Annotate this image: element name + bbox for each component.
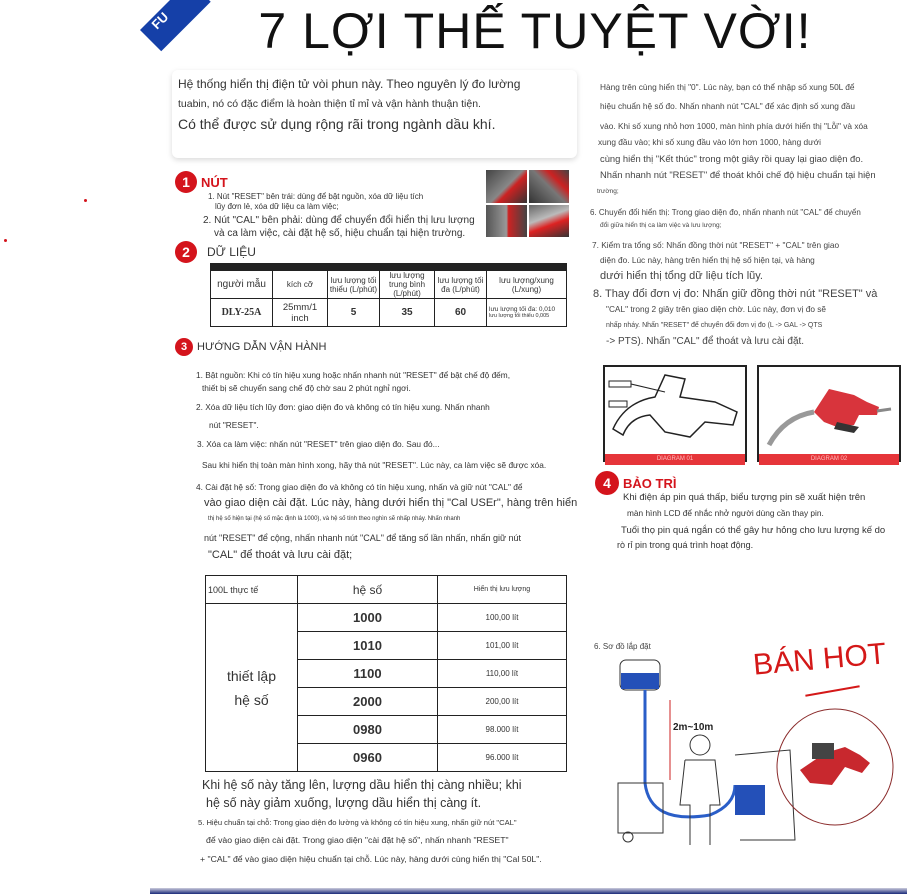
- header-cell: hệ số: [298, 576, 438, 604]
- section-title: BẢO TRÌ: [623, 475, 677, 491]
- intro-box: [172, 70, 577, 158]
- nozzle-line-drawing: [605, 367, 745, 449]
- text-line: để vào giao diện cài đặt. Trong giao diện "cài đặt hệ số", nhấn nhanh "RESET": [206, 835, 509, 845]
- text-line: + "CAL" để vào giao diện hiệu chuẩn tại chỗ. Lúc này, hàng dưới cùng hiển thị "Cal 50L".: [200, 854, 542, 864]
- section-number-badge: 4: [595, 471, 619, 495]
- cell: 60: [435, 299, 487, 327]
- intro-line: tuabin, nó có đặc điểm là hoàn thiện tỉ mỉ và vận hành thuận tiện.: [178, 98, 481, 110]
- section-data-heading: [175, 241, 256, 263]
- header-cell: lưu lượng/xung (L/xung): [487, 267, 567, 299]
- install-diagram-title: 6. Sơ đồ lắp đặt: [594, 642, 651, 651]
- text-line: 3. Xóa ca làm việc: nhấn nút "RESET" trên giao diện đo. Sau đó...: [197, 439, 440, 449]
- cell: 1100: [298, 660, 438, 688]
- section-title: HƯỚNG DẪN VẬN HÀNH: [197, 341, 327, 353]
- section-operation-heading: [175, 338, 326, 356]
- text-line: vào. Khi số xung nhỏ hơn 1000, màn hình phía dưới hiển thị "Lỗi" và xóa: [600, 121, 868, 131]
- text-line: 1. Bật nguồn: Khi có tín hiệu xung hoặc nhấn nhanh nút "RESET" để bật chế độ đếm,: [196, 370, 511, 380]
- text-line: và ca làm việc, cài đặt hệ số, hiệu chuẩn tại hiện trường.: [214, 228, 466, 239]
- text-line: thiết bị sẽ chuyển sang chế độ chờ sau 2 phút nghỉ ngơi.: [202, 383, 411, 393]
- cell: 5: [328, 299, 380, 327]
- nozzle-photos: [486, 170, 569, 237]
- cell: 110,00 lít: [438, 660, 567, 688]
- header-cell: Hiển thị lưu lượng: [438, 576, 567, 604]
- red-nozzle-illustration: [759, 367, 899, 449]
- table-row: [206, 604, 567, 632]
- setting-label-cell: [206, 604, 298, 772]
- nozzle-photo: [486, 170, 527, 203]
- text-line: 4. Cài đặt hệ số: Trong giao diện đo và không có tín hiệu xung, nhấn và giữ nút "CAL" để: [196, 482, 523, 492]
- cell-line: lưu lượng tối thiểu 0,005: [489, 313, 550, 319]
- cell: 200,00 lít: [438, 688, 567, 716]
- text-line: 6. Chuyển đổi hiển thị: Trong giao diện đo, nhấn nhanh nút "CAL" để chuyển: [590, 208, 861, 217]
- cell: 25mm/1 inch: [273, 299, 328, 327]
- text-line: hệ số này giảm xuống, lượng dầu hiển thị càng ít.: [206, 796, 482, 810]
- cell: 0960: [298, 744, 438, 772]
- cell: 1010: [298, 632, 438, 660]
- bottom-bar: [150, 888, 907, 894]
- text-line: diện đo. Lúc này, hàng trên hiển thị hệ số hiện tại, và hàng: [600, 255, 815, 265]
- text-line: 1. Nút "RESET" bên trái: dùng để bật nguồn, xóa dữ liệu tích: [208, 192, 424, 201]
- text-line: lũy đơn lẻ, xóa dữ liệu ca làm việc;: [215, 202, 339, 211]
- text-line: Sau khi hiển thị toàn màn hình xong, hãy thả nút "RESET". Lúc này, ca làm việc sẽ được xóa.: [202, 460, 547, 470]
- height-label: 2m~10m: [673, 722, 714, 733]
- page-title: 7 LỢI THẾ TUYỆT VỜI!: [258, 3, 812, 59]
- cell: 100,00 lít: [438, 604, 567, 632]
- diagram-caption: DIAGRAM 01: [605, 454, 745, 465]
- nozzle-photo: [529, 170, 570, 203]
- nozzle-diagram: [603, 365, 747, 462]
- header-cell: lưu lượng trung bình (L/phút): [380, 267, 435, 299]
- text-line: nút "RESET".: [209, 420, 259, 430]
- text-line: đổi giữa hiển thị ca làm việc và lưu lượng;: [600, 222, 722, 229]
- text-line: nhấp nháy. Nhấn "RESET" để chuyển đổi đơn vị đo (L -> GAL -> QTS: [606, 322, 823, 329]
- text-line: Hàng trên cùng hiển thị "0". Lúc này, bạn có thể nhập số xung 50L để: [600, 82, 855, 92]
- hose-icon: [645, 690, 735, 817]
- intro-line: Hệ thống hiển thị điện tử vòi phun này. Theo nguyên lý đo lường: [178, 77, 521, 91]
- text-line: 2. Nút "CAL" bên phải: dùng để chuyển đổi hiển thị lưu lượng: [203, 215, 475, 226]
- coefficient-table: [205, 575, 567, 772]
- cell-line: lưu lượng tối đa: 0,010: [489, 306, 556, 313]
- spec-table: [210, 263, 567, 327]
- header-cell: lưu lượng tối thiểu (L/phút): [328, 267, 380, 299]
- header-cell: lưu lượng tối đa (L/phút): [435, 267, 487, 299]
- text-line: thị hệ số hiện tại (hệ số mặc định là 1000), và hệ số tính theo nghìn sẽ nhấp nháy. Nhấn nhanh: [208, 516, 461, 522]
- section-title: DỮ LIỆU: [207, 245, 256, 259]
- text-line: Tuổi thọ pin quá ngắn có thể gây hư hỏng cho lưu lượng kế do: [621, 525, 886, 536]
- cell: 35: [380, 299, 435, 327]
- text-line: 8. Thay đổi đơn vị đo: Nhấn giữ đồng thời nút "RESET" và: [593, 288, 878, 300]
- nozzle-photo: [486, 205, 527, 238]
- intro-line: Có thể được sử dụng rộng rãi trong ngành dầu khí.: [178, 116, 496, 132]
- text-line: 5. Hiệu chuẩn tại chỗ: Trong giao diện đo lường và không có tín hiệu xung, nhấn giữ nút "CAL": [198, 818, 517, 827]
- text-line: rò rỉ pin trong quá trình hoạt động.: [617, 540, 754, 550]
- table-row: [211, 299, 567, 327]
- cell-line: thiết lập: [226, 667, 277, 684]
- cell: 0980: [298, 716, 438, 744]
- hot-sale-stamp: BÁN HOT: [751, 637, 888, 682]
- photo-caption: DIAGRAM 02: [759, 454, 899, 465]
- text-line: 2. Xóa dữ liệu tích lũy đơn: giao diện đo và không có tín hiệu xung. Nhấn nhanh: [196, 402, 490, 412]
- cell: 96.000 lít: [438, 744, 567, 772]
- nozzle-photo-large: [757, 365, 901, 462]
- text-line: "CAL" trong 2 giây trên giao diện chờ. Lúc này, đơn vị đo sẽ: [606, 304, 827, 314]
- cell: [487, 299, 567, 327]
- person-icon: [690, 735, 710, 755]
- red-dot: [4, 239, 7, 242]
- table-header-row: [211, 267, 567, 299]
- text-line: "CAL" để thoát và lưu cài đặt;: [208, 549, 353, 561]
- install-diagram: [600, 655, 900, 845]
- table-header-row: [206, 576, 567, 604]
- text-line: nút "RESET" để cộng, nhấn nhanh nút "CAL" để tăng số lần nhấn, nhấn giữ nút: [204, 533, 522, 543]
- corner-ribbon: FU: [140, 0, 211, 51]
- text-line: cùng hiển thị "Kết thúc" trong một giây rồi quay lại giao diện đo.: [600, 153, 864, 164]
- text-line: màn hình LCD để nhắc nhở người dùng cần thay pin.: [627, 508, 824, 518]
- text-line: xung đầu vào; khi số xung đầu vào lớn hơn 1000, hàng dưới: [598, 137, 821, 147]
- cell: 2000: [298, 688, 438, 716]
- section-title: NÚT: [201, 174, 228, 190]
- section-number-badge: 2: [175, 241, 197, 263]
- text-line: Nhấn nhanh nút "RESET" để thoát khỏi chế độ hiệu chuẩn tại hiện: [600, 169, 876, 180]
- section-number-badge: 3: [175, 338, 193, 356]
- header-cell: 100L thực tế: [206, 576, 298, 604]
- header-cell: người mẫu: [211, 267, 273, 299]
- cell-line: hệ số: [234, 691, 269, 708]
- nozzle-photo: [529, 205, 570, 238]
- cell: 1000: [298, 604, 438, 632]
- text-line: vào giao diện cài đặt. Lúc này, hàng dưới hiển thị "Cal USEr", hàng trên hiển: [204, 497, 578, 509]
- cell: 101,00 lít: [438, 632, 567, 660]
- section-number-badge: 1: [175, 171, 197, 193]
- text-line: dưới hiển thị tổng dữ liệu tích lũy.: [600, 270, 763, 282]
- text-line: -> PTS). Nhấn "CAL" để thoát và lưu cài đặt.: [606, 336, 805, 347]
- text-line: hiệu chuẩn hệ số đo. Nhấn nhanh nút "CAL" để xác định số xung đầu: [600, 101, 855, 111]
- text-line: Khi điện áp pin quá thấp, biểu tượng pin sẽ xuất hiện trên: [623, 492, 866, 503]
- text-line: Khi hệ số này tăng lên, lượng dầu hiển thị càng nhiều; khi: [202, 778, 522, 792]
- header-cell: kích cỡ: [273, 267, 328, 299]
- cell: 98.000 lít: [438, 716, 567, 744]
- cell: DLY-25A: [211, 299, 273, 327]
- text-line: trường;: [597, 188, 619, 195]
- text-line: 7. Kiểm tra tổng số: Nhấn đồng thời nút "RESET" + "CAL" trên giao: [592, 240, 840, 250]
- red-dot: [84, 199, 87, 202]
